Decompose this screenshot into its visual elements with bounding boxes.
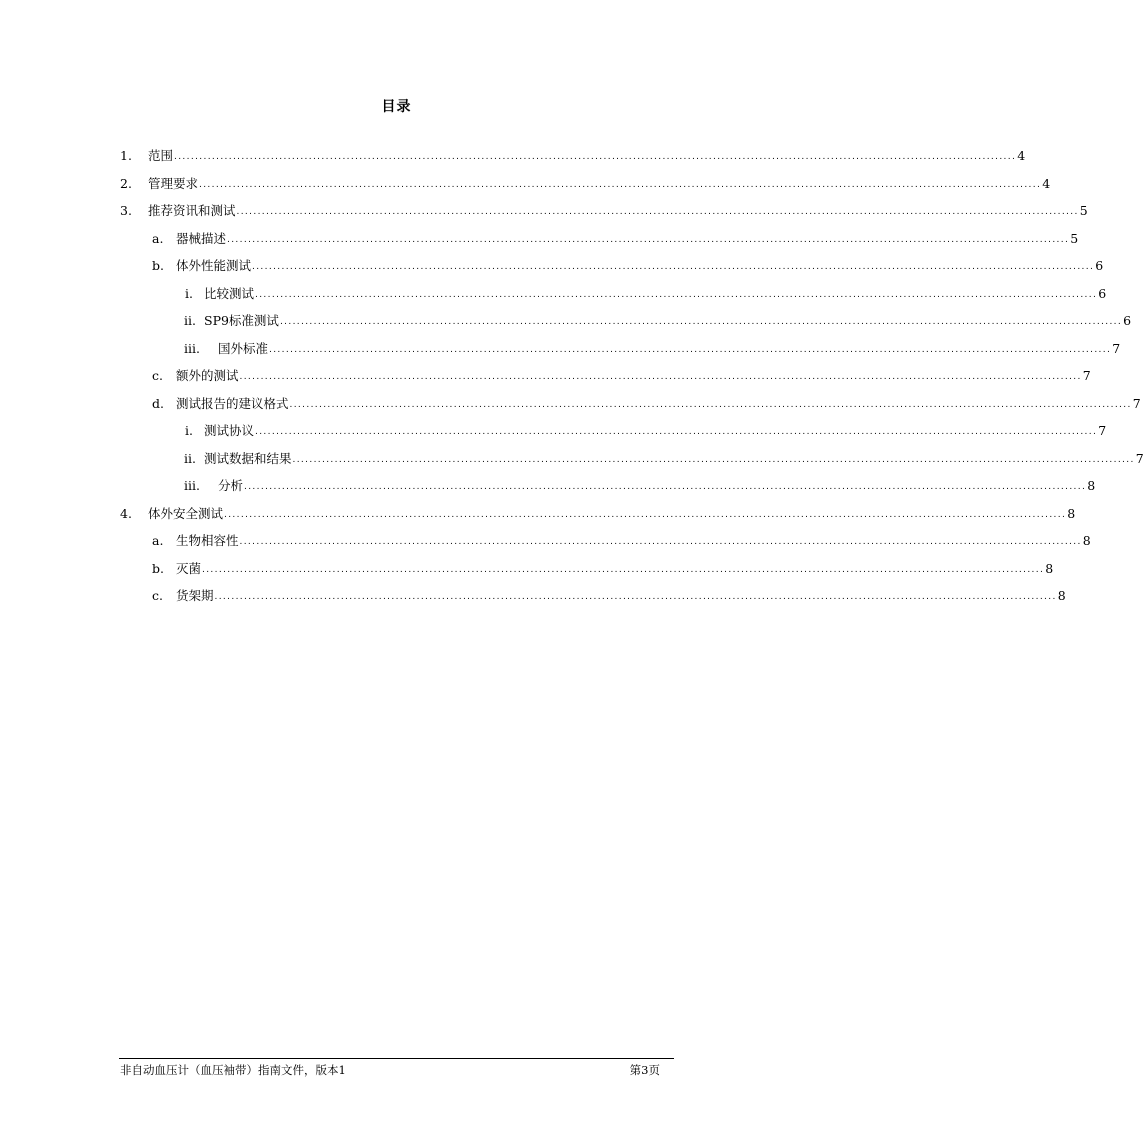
toc-row-13: [0, 476, 1096, 496]
toc-entry-label: 生物相容性: [176, 533, 239, 548]
dot-leader: ........................................................................................................................................................................................................: [224, 509, 1067, 520]
dot-leader: ........................................................................................................................................................................................................: [227, 234, 1070, 245]
dot-leader: ........................................................................................................................................................................................................: [255, 427, 1098, 437]
dot-leader: ........................................................................................................................................................................................................: [174, 152, 1017, 162]
dot-leader: ........................................................................................................................................................................................................: [244, 482, 1087, 492]
toc-entry-biocompatibility[interactable]: [176, 531, 1091, 553]
toc-number: 2.: [120, 175, 132, 191]
toc-entry-label: 体外安全测试: [148, 505, 224, 521]
dot-leader: ........................................................................................................................................................................................................: [239, 537, 1082, 547]
dot-leader: ........................................................................................................................................................................................................: [292, 454, 1135, 465]
toc-number: a.: [152, 230, 164, 246]
toc-number: a.: [152, 533, 164, 548]
toc-row-9: [0, 366, 1091, 386]
toc-entry-shelf-life[interactable]: [176, 586, 1066, 608]
toc-page-number: 7: [1135, 450, 1144, 466]
toc-page-number: 4: [1017, 148, 1026, 163]
toc-entry-additional-tests[interactable]: [176, 366, 1091, 388]
toc-page-number: 7: [1132, 395, 1141, 411]
toc-entry-report-format[interactable]: [176, 394, 1141, 416]
toc-row-6: [0, 284, 1107, 304]
toc-page-number: 6: [1095, 258, 1104, 273]
toc-row-4: [0, 229, 1079, 249]
footer-document-title: 非自动血压计（血压袖带）指南文件，版本1: [120, 1063, 346, 1077]
toc-entry-comparison-test[interactable]: [204, 284, 1107, 306]
toc-entry-regulatory[interactable]: [148, 174, 1051, 196]
toc-number: i.: [185, 423, 193, 438]
dot-leader: ........................................................................................................................................................................................................: [289, 399, 1132, 410]
toc-page-number: 6: [1123, 313, 1132, 328]
toc-entry-label: 测试数据和结果: [204, 450, 292, 466]
toc-page-number: 8: [1045, 560, 1054, 576]
toc-page-number: 8: [1087, 478, 1096, 493]
dot-leader: ........................................................................................................................................................................................................: [269, 344, 1112, 355]
toc-number: c.: [152, 368, 163, 383]
toc-number: iii.: [184, 478, 200, 493]
toc-row-11: [0, 421, 1107, 441]
toc-entry-scope[interactable]: [148, 146, 1026, 168]
toc-page-number: 7: [1112, 340, 1121, 356]
toc-page-number: 8: [1057, 588, 1066, 603]
toc-page-number: 7: [1098, 423, 1107, 438]
toc-entry-sp9-standard-test[interactable]: [204, 311, 1132, 333]
toc-row-2: [0, 174, 1051, 194]
toc-row-12: [0, 449, 1144, 469]
toc-entry-label: 器械描述: [176, 230, 227, 246]
toc-page-number: 5: [1070, 230, 1079, 246]
footer-divider: [119, 1058, 674, 1059]
page-title: 目录: [381, 99, 412, 115]
toc-number: 1.: [120, 148, 132, 163]
toc-entry-in-vitro-safety[interactable]: [148, 504, 1076, 526]
toc-entry-analysis[interactable]: [218, 476, 1096, 498]
toc-number: ii.: [184, 450, 196, 466]
toc-row-7: [0, 311, 1132, 331]
toc-entry-label: 管理要求: [148, 175, 199, 191]
dot-leader: ........................................................................................................................................................................................................: [199, 179, 1042, 190]
toc-page-number: 7: [1082, 368, 1091, 383]
toc-page-number: 5: [1079, 203, 1088, 218]
toc-entry-label: 货架期: [176, 588, 214, 603]
toc-entry-recommended-info[interactable]: [148, 201, 1088, 223]
toc-row-17: [0, 586, 1066, 606]
toc-number: c.: [152, 588, 163, 603]
footer-page-number: 第3页: [629, 1063, 660, 1077]
dot-leader: ........................................................................................................................................................................................................: [236, 207, 1079, 217]
toc-entry-test-protocol[interactable]: [204, 421, 1107, 443]
dot-leader: ........................................................................................................................................................................................................: [279, 317, 1123, 327]
toc-row-3: [0, 201, 1088, 221]
toc-number: b.: [152, 560, 164, 576]
toc-number: ii.: [184, 313, 196, 328]
toc-entry-label: 测试协议: [204, 423, 255, 438]
toc-row-1: [0, 146, 1026, 166]
toc-number: i.: [185, 285, 193, 301]
toc-row-15: [0, 531, 1091, 551]
toc-entry-label: 国外标准: [218, 340, 269, 356]
toc-entry-sterilization[interactable]: [176, 559, 1054, 581]
toc-page-number: 8: [1082, 533, 1091, 548]
toc-entry-in-vitro-performance[interactable]: [176, 256, 1104, 278]
dot-leader: ........................................................................................................................................................................................................: [202, 564, 1045, 575]
toc-number: iii.: [184, 340, 200, 356]
toc-entry-label: 额外的测试: [176, 368, 239, 383]
toc-entry-test-data-results[interactable]: [204, 449, 1144, 471]
toc-entry-label: SP9标准测试: [204, 313, 279, 328]
toc-entry-label: 灭菌: [176, 560, 202, 576]
toc-row-14: [0, 504, 1076, 524]
toc-entry-label: 范围: [148, 148, 174, 163]
dot-leader: ........................................................................................................................................................................................................: [255, 289, 1098, 300]
toc-entry-label: 体外性能测试: [176, 258, 252, 273]
toc-row-8: [0, 339, 1121, 359]
toc-number: 4.: [120, 505, 132, 521]
toc-entry-label: 测试报告的建议格式: [176, 395, 289, 411]
toc-number: 3.: [120, 203, 132, 218]
toc-number: b.: [152, 258, 164, 273]
toc-entry-label: 分析: [218, 478, 244, 493]
toc-entry-label: 推荐资讯和测试: [148, 203, 236, 218]
toc-entry-foreign-standards[interactable]: [218, 339, 1121, 361]
dot-leader: ........................................................................................................................................................................................................: [214, 592, 1057, 602]
toc-page-number: 8: [1067, 505, 1076, 521]
toc-entry-device-description[interactable]: [176, 229, 1079, 251]
toc-number: d.: [152, 395, 164, 411]
toc-page-number: 6: [1098, 285, 1107, 301]
dot-leader: ........................................................................................................................................................................................................: [252, 262, 1095, 272]
dot-leader: ........................................................................................................................................................................................................: [239, 372, 1082, 382]
toc-row-5: [0, 256, 1104, 276]
toc-entry-label: 比较测试: [204, 285, 255, 301]
toc-row-16: [0, 559, 1054, 579]
toc-row-10: [0, 394, 1141, 414]
toc-page-number: 4: [1042, 175, 1051, 191]
